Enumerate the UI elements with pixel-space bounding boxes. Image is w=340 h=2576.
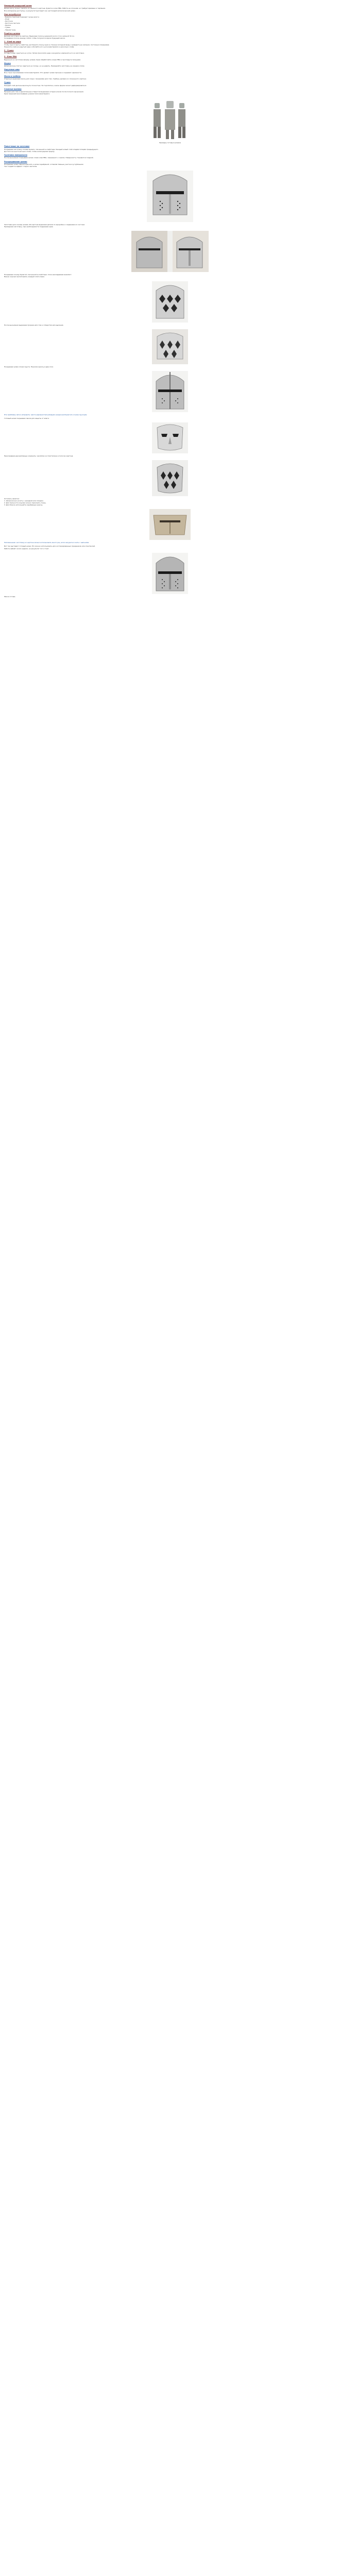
note-block [4, 414, 336, 416]
closing-line: Вот так выглядит готовый шлем. Его можно использовать для костюмированных праздников или спектаклей. [4, 545, 95, 548]
helmet-ridge-image [152, 371, 188, 412]
mid-text-line: Важно хорошо пропитывать каждый слой клеем. [4, 276, 45, 278]
step-block [4, 32, 336, 40]
silver-mask-photo [152, 422, 188, 453]
paper-step-title: Грунтовка поверхности [4, 154, 27, 157]
helmet-diamond-photo [152, 281, 188, 323]
step-title: Решётка шлема [4, 32, 20, 35]
step-title: 1 - Клей на шаре [4, 41, 21, 43]
mid-text [4, 224, 336, 228]
paper-step-line: Покрываем шлем чёрной краской, а затем серебряной, оставляя тёмные участки в углублениях. [4, 163, 84, 165]
paper-step-title: Раскрашивание шлема [4, 160, 27, 163]
material-item: - Гуашь [4, 26, 10, 29]
paper-step-line: После высыхания покрываем шлем слоем клея ПВА, смешанного с мелом. Поверхность становится гладкой. [4, 157, 94, 159]
paper-step-title: Папье-маше на заготовке [4, 145, 30, 148]
mid-text-line: Готовый шлем покрываем лаком для защиты от влаги. [4, 417, 49, 419]
blue-section-title: Маска и гребень [4, 75, 21, 77]
intro-block [4, 5, 336, 12]
paper-step [4, 145, 336, 152]
helmet-front-photo [147, 171, 193, 222]
blue-section-line: Отдельно вырезаем маску для лица с прорезями для глаз. Гребень делаем из сложенного картона. [4, 78, 87, 80]
intro-title: Немецкий рыцарский шлем [4, 5, 32, 7]
blue-section [4, 88, 336, 95]
final-step-line: 3. Для блеска используйте серебряную краску. [4, 504, 43, 506]
paper-step [4, 154, 336, 159]
step-line: Чтобы приготовить клейстер, растворите ложку муки в стакане холодной воды и доведите до кипения, постоянно помешивая. [4, 43, 110, 46]
blue-section-line: Прорези для глаз и дыхательные отверстия вырезаем острым ножом после полного высыхания. [4, 91, 84, 93]
blue-section [4, 81, 336, 87]
closing-line: Работа займёт около недели, но результат того стоит. [4, 547, 49, 550]
paper-step [4, 161, 336, 168]
paper-step-line: Покрываем заготовку слоями бумаги, смоченной в клейстере. Каждый новый слой кладём поперёк предыдущего. [4, 148, 99, 150]
blue-section-line: Каждый слой должен высохнуть полностью. Не торопитесь, иначе форма может деформироваться. [4, 84, 87, 87]
mid-text [4, 455, 336, 457]
material-item: - Кисточка пастели [4, 22, 20, 25]
step-title: 2 - Сушка [4, 49, 14, 52]
finished-helmet-image [152, 553, 188, 594]
final-steps [4, 498, 336, 506]
decorated-mask-photo [152, 460, 188, 496]
blue-section-title: Форма [4, 62, 11, 64]
blue-section-title: Сушка [4, 81, 11, 84]
paper-step-line: Так создаётся эффект старого металла. [4, 165, 38, 168]
helmet-diamond-image [152, 281, 188, 323]
template-photo [149, 509, 191, 540]
materials-block [4, 13, 336, 31]
step-line: Склеиваем полосы между собой, чтобы получился каркас будущей маски. [4, 37, 65, 40]
armor-photo [149, 98, 191, 140]
paper-step-line: Достаточно шести-восьми слоёв, чтобы шлем держал форму. [4, 150, 55, 152]
material-item: - Кисточка [4, 20, 13, 23]
final-step-line: 2. Для прочности изнутри можно проклеить ткань. [4, 502, 46, 504]
intro-line: Все материалы доступны, а результат выглядит как настоящий металлический шлем. [4, 9, 76, 12]
armor-image [149, 98, 191, 140]
note-text: Напоминание: заготовку из картона можно использовать много раз, если аккуратно снять с неё шлем. [4, 541, 90, 544]
note-block [4, 541, 336, 544]
mid-text-line: После высыхания вырезаем прорези для глаз и отверстия для дыхания. [4, 324, 64, 326]
mid-text [4, 366, 336, 368]
step-block [4, 41, 336, 48]
step-block [4, 49, 336, 55]
intro-line: Шлем-маску можно сделать из обычного картона, бумаги и клея ПВА. Работа не сложная, но требует времени и терпения. [4, 7, 106, 10]
mask-sheet-photo [152, 329, 188, 364]
blue-section-title: Сложные выемки [4, 88, 22, 90]
mid-text-line: Покрываем основу бумагой, смоченной в клейстере. Слои накладываем внахлёст. [4, 274, 72, 276]
final-step-line: Остались заметки: [4, 497, 20, 500]
blue-section [4, 62, 336, 67]
blue-section [4, 69, 336, 74]
material-item: - Краски [4, 24, 11, 27]
silver-mask-image [152, 422, 188, 453]
end-block [4, 596, 336, 598]
mid-text-line: Покрываем шлем слоем грунта. Наносим краску в два слоя. [4, 365, 54, 368]
armor-caption: Примеры готовых шлемов [159, 142, 181, 144]
material-item: - Чёрная тушь [4, 28, 16, 31]
step-block [4, 56, 336, 61]
mask-sheet-image [152, 329, 188, 364]
mid-text-line: Приклеиваем декоративные элементы: заклёпки из пластилина и полоски картона. [4, 454, 74, 457]
mid-text-line: Заготовка для основы шлема. Из картона вырезаем детали по выкройке и соединяем их скотчем. [4, 224, 85, 226]
end-label: Маска готова. [4, 595, 16, 598]
note-text: Эти проблемы легко исправить: места неровностей шлифуем наждачной бумагой и снова грунтуем. [4, 413, 88, 416]
step-line: Нанесите клей на надутый шар и обклейте его кусочками бумаги в несколько слоёв. [4, 45, 75, 48]
material-item: - Клей [4, 18, 9, 21]
blue-section-line: Края прорезей проклеиваем узкими полосками бумаги. [4, 93, 50, 95]
blue-section-line: Все стыки проклеиваем полосками бумаги. Это делает шлем прочнее и скрывает неровности. [4, 71, 82, 74]
blue-section [4, 75, 336, 80]
blue-section-title: Наружные швы [4, 69, 20, 71]
decorated-mask-image [152, 460, 188, 496]
helmet-pair-photo [131, 231, 209, 272]
mid-text-line: Примеряем заготовку, при необходимости подрезаем края. [4, 226, 54, 228]
helmet-ridge-photo [152, 371, 188, 412]
blue-section-line: Шлем должен плотно садиться на голову, но не давить. Примеряйте заготовку на каждом этапе. [4, 65, 85, 67]
materials-title: Нам потребуется [4, 13, 21, 15]
mid-text [4, 324, 336, 326]
step-title: 3 - Блок ПВА [4, 56, 17, 58]
helmet-front-image [147, 171, 193, 222]
helmet-pair-image [131, 231, 209, 272]
material-item: - Бумага (газетная подходит лучше всего) [4, 16, 39, 18]
mid-text [4, 274, 336, 278]
step-line: Делаем заготовку из картона. Вырезаем полосы шириной около 2 см и длиной 30 см. [4, 35, 75, 38]
mid-text [4, 417, 336, 419]
template-image [149, 509, 191, 540]
finished-helmet-photo [152, 553, 188, 594]
closing-text [4, 545, 336, 549]
step-line: Оставьте шар сушиться на сутки. Затем проколите шар и аккуратно извлеките его из заготовки. [4, 52, 84, 55]
step-line: Вырежьте из заготовки форму шлема. Края обработайте клеем ПВА и прогладьте пальцами. [4, 58, 81, 61]
final-step-line: 1. Шлем можно носить с накидкой или плащом. [4, 500, 44, 502]
